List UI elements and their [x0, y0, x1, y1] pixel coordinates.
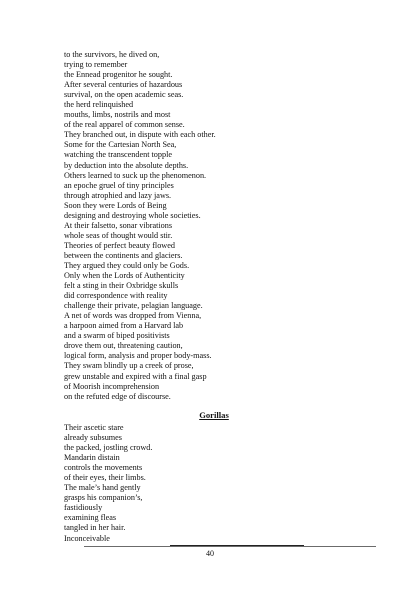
poem-line: felt a sting in their Oxbridge skulls — [64, 281, 179, 291]
poem-line: mouths, limbs, nostrils and most — [64, 110, 171, 120]
poem-line: the herd relinquished — [64, 100, 134, 110]
poem-line: a harpoon aimed from a Harvard lab — [64, 321, 184, 331]
poem-line: examining fleas — [64, 513, 117, 523]
poem-line: Theories of perfect beauty flowed — [64, 240, 175, 250]
poem-line: of Moorish incomprehension — [64, 381, 160, 391]
poem-line: tangled in her hair. — [64, 523, 126, 533]
poem-title-gorillas: Gorillas — [199, 410, 229, 420]
poem-line: At their falsetto, sonar vibrations — [64, 220, 173, 230]
poem-line: drove them out, threatening caution, — [64, 341, 183, 351]
poem-line: fastidiously — [64, 503, 103, 513]
poem-line: trying to remember — [64, 60, 128, 70]
poem-line: Soon they were Lords of Being — [64, 200, 167, 210]
poem-line: Only when the Lords of Authenticity — [64, 271, 185, 281]
poem-line: They swam blindly up a creek of prose, — [64, 361, 194, 371]
poem-line: logical form, analysis and proper body-mass. — [64, 351, 212, 361]
poem-line: Some for the Cartesian North Sea, — [64, 140, 177, 150]
poem-line: did correspondence with reality — [64, 291, 168, 301]
poem-line: controls the movements — [64, 463, 143, 473]
poem-line: grasps his companion’s, — [64, 493, 143, 503]
poem-line: watching the transcendent topple — [64, 150, 172, 160]
poem-line: of the real apparel of common sense. — [64, 120, 185, 130]
poem-line: grew unstable and expired with a final gasp — [64, 371, 207, 381]
poem-line: to the survivors, he dived on, — [64, 50, 160, 59]
poem-line: through atrophied and lazy jaws. — [64, 190, 172, 200]
poem-line: designing and destroying whole societies. — [64, 210, 201, 220]
poem-line: between the continents and glaciers. — [64, 250, 183, 260]
poem-line: an epoche gruel of tiny principles — [64, 180, 174, 190]
poem-line: on the refuted edge of discourse. — [64, 391, 171, 401]
poem-line: Mandarin distain — [64, 453, 120, 463]
poem-line: Their ascetic stare — [64, 423, 124, 432]
poem-gorillas — [64, 423, 364, 544]
footer-divider — [84, 546, 376, 547]
poem-line: survival, on the open academic seas. — [64, 90, 184, 100]
poem-line: and a swarm of biped positivists — [64, 331, 170, 341]
poem-line: They branched out, in dispute with each other. — [64, 130, 216, 140]
page-number: 40 — [206, 549, 214, 558]
poem-line: by deduction into the absolute depths. — [64, 160, 189, 170]
poem-line: They argued they could only be Gods. — [64, 260, 190, 270]
poem-line: of their eyes, their limbs. — [64, 473, 146, 483]
poem-continued — [64, 50, 364, 402]
poem-line: the Ennead progenitor he sought. — [64, 70, 173, 80]
poem-line: Others learned to suck up the phenomenon. — [64, 170, 207, 180]
poem-line: already subsumes — [64, 433, 122, 443]
poem-line: After several centuries of hazardous — [64, 80, 183, 90]
poem-line: The male’s hand gently — [64, 483, 141, 493]
poem-line: A net of words was dropped from Vienna, — [64, 311, 202, 321]
poem-line: the packed, jostling crowd. — [64, 443, 153, 453]
poem-line: whole seas of thought would stir. — [64, 230, 173, 240]
footer-divider-accent — [170, 545, 304, 546]
poem-line: challenge their private, pelagian language. — [64, 301, 203, 311]
poem-line: Inconceivable — [64, 533, 110, 543]
